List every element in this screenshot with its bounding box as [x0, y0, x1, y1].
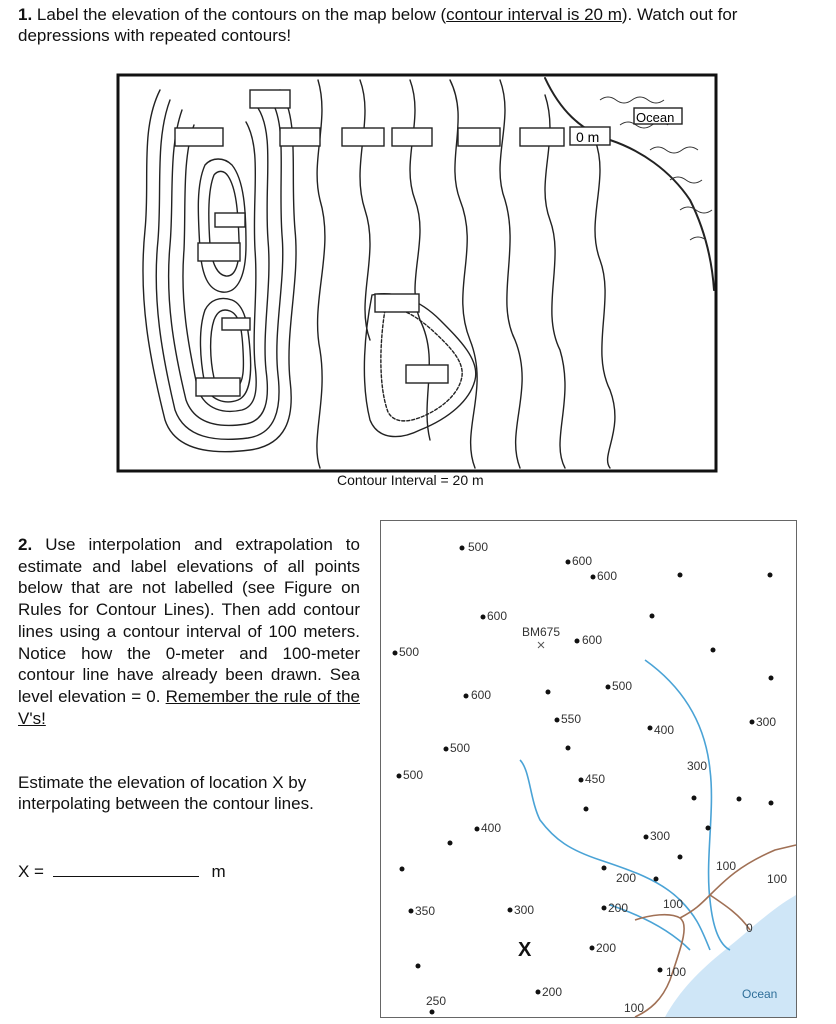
q1-underlined: contour interval is 20 m: [446, 5, 622, 24]
x-answer-blank[interactable]: [53, 860, 199, 877]
label-100-a: 100: [716, 859, 737, 873]
label-200-d: 200: [542, 985, 563, 999]
label-550: 550: [561, 712, 582, 726]
q1-text-after: ). Watch out for depressions with repeated contours!: [18, 5, 738, 45]
label-600-a: 600: [572, 554, 593, 568]
label-400-b: 400: [481, 821, 502, 835]
label-500-c: 500: [612, 679, 633, 693]
q2-text: Use interpolation and extrapolation to estimate and label elevations of all points below that are not labelled (see Figure on Rules for Contour Lines). Then add contour lines using a contour interval of 100 meters. Notice how the 0-meter and 100-meter contour line have already been drawn. Sea level elevation = 0.: [18, 535, 360, 706]
label-250: 250: [426, 994, 447, 1008]
label-100-c: 100: [663, 897, 684, 911]
label-600-c: 600: [487, 609, 508, 623]
q1-number: 1.: [18, 5, 33, 24]
q2-number: 2.: [18, 535, 33, 554]
point-labels: [399, 540, 787, 1015]
location-x: X: [518, 939, 532, 961]
label-350: 350: [415, 904, 436, 918]
label-0: 0: [746, 921, 753, 935]
label-200-a: 200: [616, 871, 637, 885]
ocean-label-2: Ocean: [742, 987, 778, 1001]
label-300-c: 300: [650, 829, 671, 843]
label-600-d: 600: [582, 633, 603, 647]
label-300-a: 300: [756, 715, 777, 729]
x-unit: m: [211, 862, 226, 881]
label-bm675: BM675: [522, 625, 561, 639]
label-100-b: 100: [767, 872, 788, 886]
x-prefix: X =: [18, 862, 44, 881]
bm-marker: [538, 642, 544, 648]
label-600-b: 600: [597, 569, 618, 583]
q2-underlined: Remember the rule of the V's!: [18, 686, 360, 728]
label-500-a: 500: [468, 540, 489, 554]
label-300-b: 300: [687, 759, 708, 773]
label-500-e: 500: [403, 768, 424, 782]
label-100-e: 100: [624, 1001, 645, 1015]
label-450: 450: [585, 772, 606, 786]
q1-text-before: Label the elevation of the contours on the map below (: [36, 5, 447, 24]
points: [393, 546, 777, 1015]
zero-m-label: 0 m: [576, 129, 600, 145]
label-100-d: 100: [666, 965, 687, 979]
label-200-c: 200: [596, 941, 617, 955]
label-200-b: 200: [608, 901, 629, 915]
contour-interval-caption: Contour Interval = 20 m: [337, 472, 484, 488]
contour-map-1: [0, 0, 836, 500]
contour-map-2: [380, 520, 798, 1020]
label-500-b: 500: [399, 645, 420, 659]
label-500-d: 500: [450, 741, 471, 755]
label-600-e: 600: [471, 688, 492, 702]
x-answer-row: [18, 860, 226, 882]
label-300-d: 300: [514, 903, 535, 917]
question-2: [18, 534, 360, 729]
ocean-label-1: Ocean: [636, 110, 675, 125]
label-400-a: 400: [654, 723, 675, 737]
estimate-instruction: Estimate the elevation of location X by interpolating between the contour lines.: [18, 773, 314, 813]
